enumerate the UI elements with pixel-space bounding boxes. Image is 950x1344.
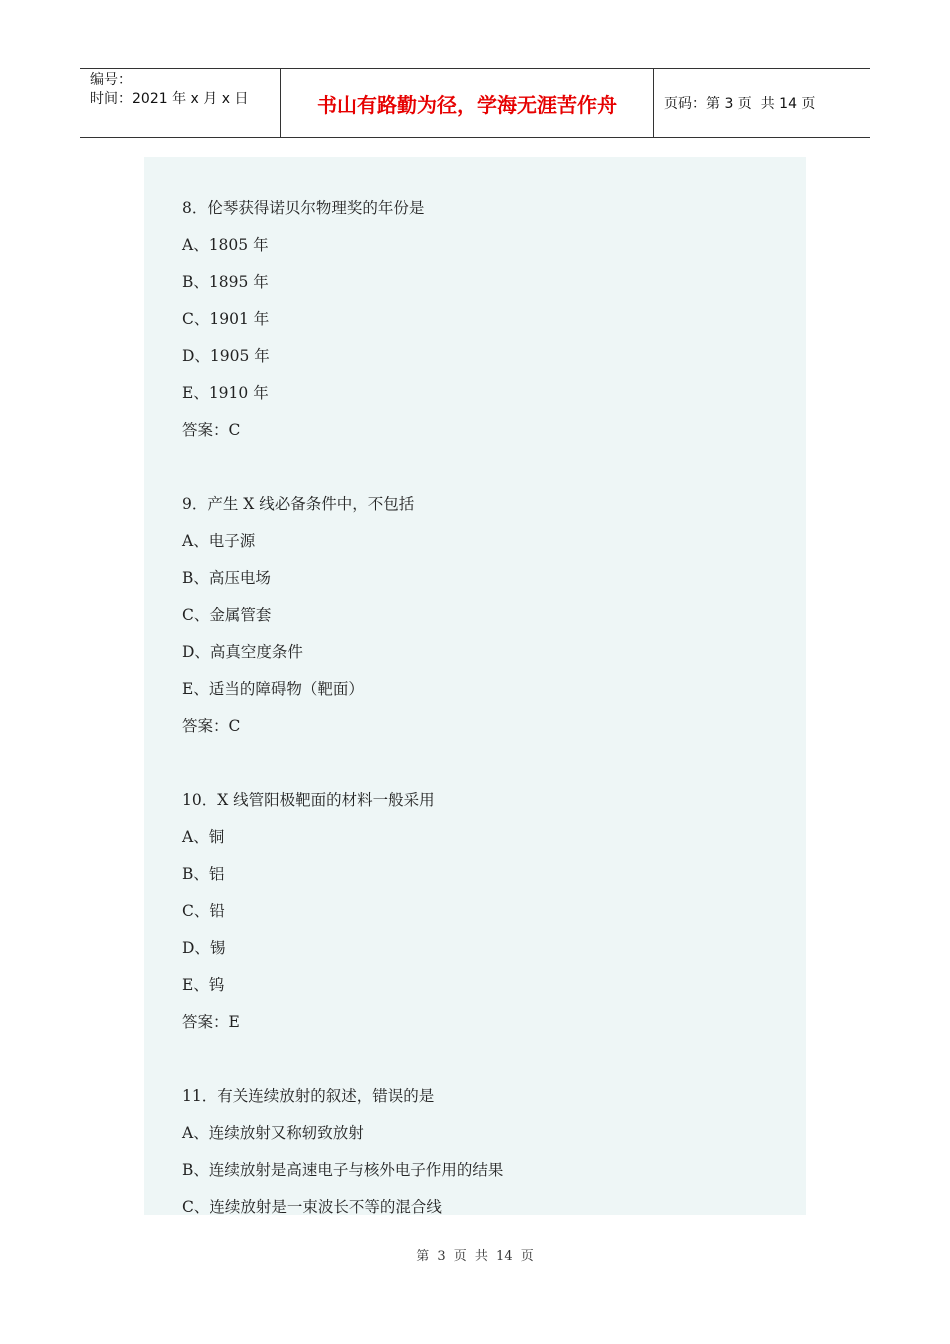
answer: 答案：C	[182, 421, 241, 439]
question-stem: 8．伦琴获得诺贝尔物理奖的年份是	[182, 199, 425, 217]
option-c: C、1901 年	[182, 310, 270, 328]
question-stem: 11．有关连续放射的叙述，错误的是	[182, 1087, 435, 1105]
option-b: B、连续放射是高速电子与核外电子作用的结果	[182, 1161, 504, 1179]
page-header	[80, 68, 870, 138]
header-page-info: 页码：第 3 页 共 14 页	[664, 96, 816, 112]
header-meta	[80, 69, 281, 137]
option-a: A、连续放射又称轫致放射	[182, 1124, 364, 1142]
question-8	[182, 194, 806, 453]
question-stem: 9．产生 X 线必备条件中，不包括	[182, 495, 415, 513]
question-10	[182, 786, 806, 1045]
option-a: A、电子源	[182, 532, 256, 550]
option-c: C、连续放射是一束波长不等的混合线	[182, 1198, 442, 1215]
header-motto: 书山有路勤为径，学海无涯苦作舟	[281, 69, 654, 137]
question-panel	[144, 157, 806, 1215]
option-d: D、1905 年	[182, 347, 270, 365]
answer: 答案：C	[182, 717, 241, 735]
option-d: D、高真空度条件	[182, 643, 303, 661]
question-stem: 10．X 线管阳极靶面的材料一般采用	[182, 791, 435, 809]
option-b: B、铝	[182, 865, 225, 883]
question-9	[182, 490, 806, 749]
option-a: A、铜	[182, 828, 225, 846]
option-e: E、1910 年	[182, 384, 269, 402]
option-c: C、金属管套	[182, 606, 272, 624]
option-e: E、钨	[182, 976, 225, 994]
option-b: B、1895 年	[182, 273, 269, 291]
option-e: E、适当的障碍物（靶面）	[182, 680, 364, 698]
question-11	[182, 1082, 806, 1215]
option-b: B、高压电场	[182, 569, 271, 587]
option-c: C、铅	[182, 902, 225, 920]
option-a: A、1805 年	[182, 236, 269, 254]
answer: 答案：E	[182, 1013, 240, 1031]
page-footer: 第 3 页 共 14 页	[416, 1249, 534, 1264]
document-time-label: 时间：2021 年 x 月 x 日	[90, 91, 249, 107]
document-number-label: 编号：	[90, 72, 132, 88]
option-d: D、锡	[182, 939, 226, 957]
